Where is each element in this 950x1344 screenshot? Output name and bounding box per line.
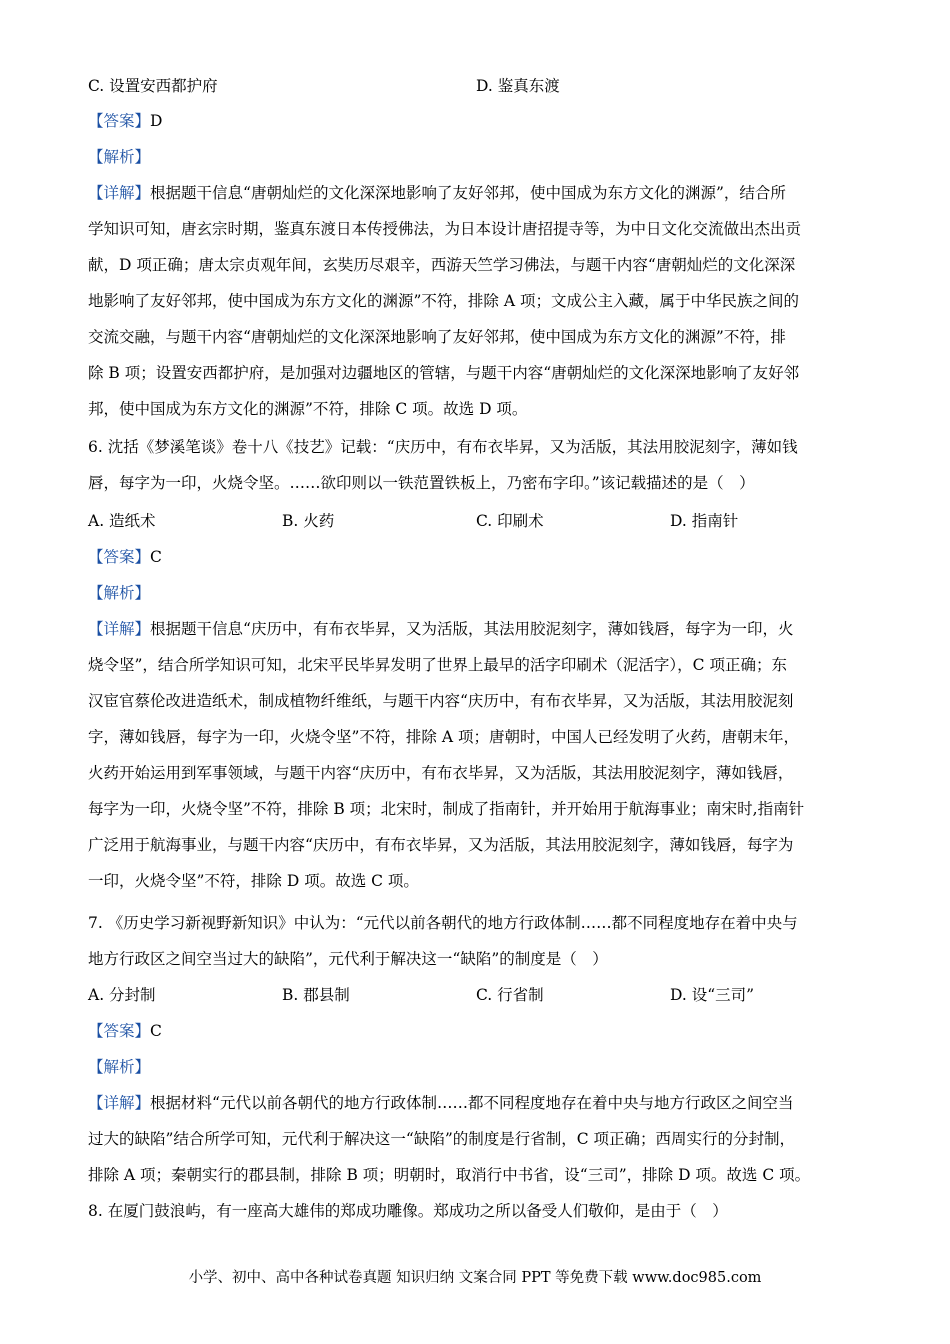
q5-detail-line-3: 献，D 项正确；唐太宗贞观年间，玄奘历尽艰辛，西游天竺学习佛法，与题干内容“唐朝灿烂的文化深深 (88, 256, 796, 274)
q6-stem-line-1: 6. 沈括《梦溪笔谈》卷十八《技艺》记载：“庆历中，有布衣毕昇，又为活版，其法用胶泥刻字，薄如钱 (88, 438, 798, 456)
detail-tag: 【详解】 (88, 184, 151, 202)
answer-value: C (150, 548, 162, 566)
q5-option-c: C. 设置安西都护府 (88, 77, 218, 95)
q5-detail-line-1 (88, 183, 868, 203)
q5-option-d: D. 鉴真东渡 (476, 77, 560, 95)
q6-detail-line-5: 火药开始运用到军事领域，与题干内容“庆历中，有布衣毕昇，又为活版，其法用胶泥刻字，薄如钱唇， (88, 764, 794, 782)
q7-stem-line-1: 7. 《历史学习新视野新知识》中认为：“元代以前各朝代的地方行政体制……都不同程度地存在着中央与 (88, 914, 798, 932)
q7-detail-line-1 (88, 1093, 868, 1113)
q6-stem-line-2: 唇，每字为一印，火烧令坚。……欲印则以一铁范置铁板上，乃密布字印。”该记载描述的是（ ） (88, 474, 755, 492)
answer-tag: 【答案】 (88, 548, 151, 566)
q5-detail-line-4: 地影响了友好邻邦，使中国成为东方文化的渊源”不符，排除 A 项；文成公主入藏，属于中华民族之间的 (88, 292, 799, 310)
q6-answer (88, 547, 868, 567)
q6-detail-line-2: 烧令坚”，结合所学知识可知，北宋平民毕昇发明了世界上最早的活字印刷术（泥活字），C 项正确；东 (88, 656, 787, 674)
detail-text: 根据题干信息“庆历中，有布衣毕昇，又为活版，其法用胶泥刻字，薄如钱唇，每字为一印，火 (150, 620, 794, 638)
q5-analysis-heading (88, 147, 868, 167)
q7-answer (88, 1021, 868, 1041)
q5-answer (88, 111, 868, 131)
q7-option-a: A. 分封制 (88, 986, 156, 1004)
q6-detail-line-6: 每字为一印，火烧令坚”不符，排除 B 项；北宋时，制成了指南针，并开始用于航海事业；南宋时,指南针 (88, 800, 805, 818)
detail-text: 根据材料“元代以前各朝代的地方行政体制……都不同程度地存在着中央与地方行政区之间空当 (150, 1094, 794, 1112)
analysis-tag: 【解析】 (88, 148, 151, 166)
analysis-tag: 【解析】 (88, 584, 151, 602)
q6-detail-line-7: 广泛用于航海事业，与题干内容“庆历中，有布衣毕昇，又为活版，其法用胶泥刻字，薄如钱唇，每字为 (88, 836, 794, 854)
q5-detail-line-2: 学知识可知，唐玄宗时期，鉴真东渡日本传授佛法，为日本设计唐招提寺等，为中日文化交流做出杰出贡 (88, 220, 802, 238)
answer-value: C (150, 1022, 162, 1040)
page-footer: 小学、初中、高中各种试卷真题 知识归纳 文案合同 PPT 等免费下载 www.doc985.com (188, 1270, 762, 1286)
q5-detail-line-7: 邦，使中国成为东方文化的渊源”不符，排除 C 项。故选 D 项。 (88, 400, 528, 418)
q6-detail-line-8: 一印，火烧令坚”不符，排除 D 项。故选 C 项。 (88, 872, 419, 890)
q6-option-d: D. 指南针 (670, 512, 739, 530)
q7-option-b: B. 郡县制 (282, 986, 350, 1004)
q7-detail-line-3: 排除 A 项；秦朝实行的郡县制，排除 B 项；明朝时，取消行中书省，设“三司”，排除 D 项。故选 C 项。 (88, 1166, 811, 1184)
q5-detail-line-6: 除 B 项；设置安西都护府，是加强对边疆地区的管辖，与题干内容“唐朝灿烂的文化深深地影响了友好邻 (88, 364, 800, 382)
q7-detail-line-2: 过大的缺陷”结合所学可知，元代利于解决这一“缺陷”的制度是行省制，C 项正确；西周实行的分封制， (88, 1130, 796, 1148)
q7-option-d: D. 设“三司” (670, 986, 755, 1004)
q6-analysis-heading (88, 583, 868, 603)
q5-detail-line-5: 交流交融，与题干内容“唐朝灿烂的文化深深地影响了友好邻邦，使中国成为东方文化的渊源”不符，排 (88, 328, 786, 346)
answer-tag: 【答案】 (88, 112, 151, 130)
answer-value: D (150, 112, 163, 130)
detail-text: 根据题干信息“唐朝灿烂的文化深深地影响了友好邻邦，使中国成为东方文化的渊源”，结合所 (150, 184, 786, 202)
q7-option-c: C. 行省制 (476, 986, 544, 1004)
q8-stem-line-1: 8. 在厦门鼓浪屿，有一座高大雄伟的郑成功雕像。郑成功之所以备受人们敬仰，是由于（ ） (88, 1202, 728, 1220)
answer-tag: 【答案】 (88, 1022, 151, 1040)
q6-detail-line-4: 字，薄如钱唇，每字为一印，火烧令坚”不符，排除 A 项；唐朝时，中国人已经发明了火药，唐朝末年， (88, 728, 799, 746)
q6-option-b: B. 火药 (282, 512, 335, 530)
detail-tag: 【详解】 (88, 620, 151, 638)
q6-detail-line-3: 汉宦官蔡伦改进造纸术，制成植物纤维纸，与题干内容“庆历中，有布衣毕昇，又为活版，其法用胶泥刻 (88, 692, 794, 710)
detail-tag: 【详解】 (88, 1094, 151, 1112)
q6-detail-line-1 (88, 619, 868, 639)
q6-option-c: C. 印刷术 (476, 512, 544, 530)
analysis-tag: 【解析】 (88, 1058, 151, 1076)
q6-option-a: A. 造纸术 (88, 512, 156, 530)
q7-analysis-heading (88, 1057, 868, 1077)
q7-stem-line-2: 地方行政区之间空当过大的缺陷”，元代利于解决这一“缺陷”的制度是（ ） (88, 950, 608, 968)
